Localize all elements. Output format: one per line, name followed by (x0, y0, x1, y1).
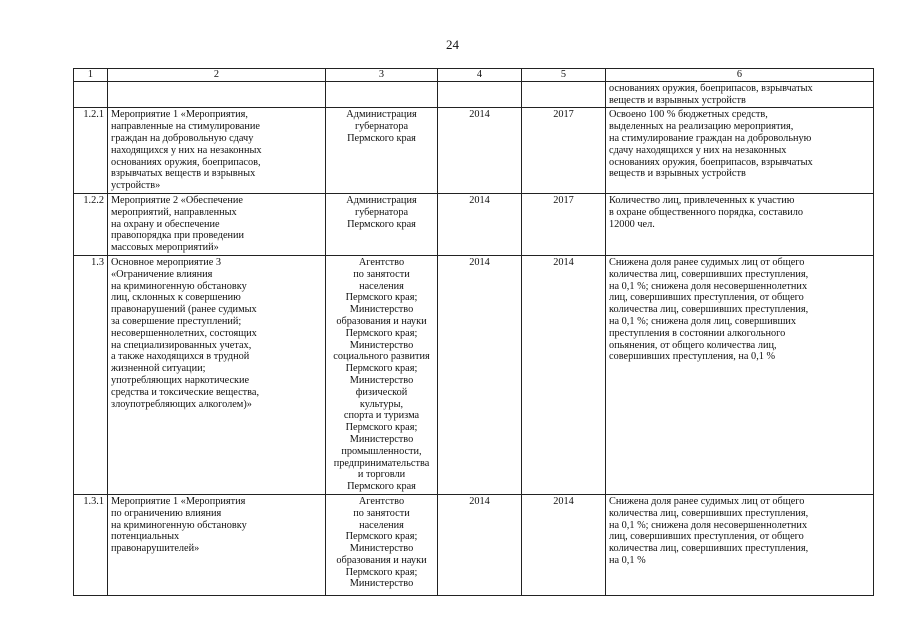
executor-cell (326, 81, 438, 108)
activity-name-cell: Мероприятие 2 «Обеспечение мероприятий, направленных на охрану и обеспечение правопорядка при проведении массовых мероприятий» (108, 193, 326, 255)
expected-result-cell: основаниях оружия, боеприпасов, взрывчатых веществ и взрывных устройств (606, 81, 874, 108)
expected-result-cell: Количество лиц, привлеченных к участию в охране общественного порядка, составило 12000 чел. (606, 193, 874, 255)
page-number: 24 (446, 37, 459, 52)
column-header: 2 (108, 69, 326, 82)
executor-cell: Администрация губернатора Пермского края (326, 108, 438, 194)
executor-cell: Администрация губернатора Пермского края (326, 193, 438, 255)
row-number-cell: 1.3.1 (74, 494, 108, 595)
column-header: 3 (326, 69, 438, 82)
activity-name-cell: Основное мероприятие 3 «Ограничение влияния на криминогенную обстановку лиц, склонных к совершению правонарушений (ранее судимых за совершение преступлений; несовершеннолетних, состоящих на специализированных учетах, а также находящихся в трудной жизненной ситуации; употребляющих наркотические средства и токсические вещества, злоупотребляющих алкоголем)» (108, 255, 326, 494)
table-row (74, 494, 874, 595)
start-year-cell (438, 81, 522, 108)
row-number-cell (74, 81, 108, 108)
start-year-cell: 2014 (438, 108, 522, 194)
row-number-cell: 1.3 (74, 255, 108, 494)
program-table (73, 68, 874, 596)
table-row (74, 193, 874, 255)
start-year-cell: 2014 (438, 494, 522, 595)
executor-cell: Агентство по занятости населения Пермского края; Министерство образования и науки Пермского края; Министерство (326, 494, 438, 595)
expected-result-cell: Освоено 100 % бюджетных средств, выделенных на реализацию мероприятия, на стимулирование граждан на добровольную сдачу находящихся у них на незаконных основаниях оружия, боеприпасов, взрывчатых веществ и взрывных устройств (606, 108, 874, 194)
column-header: 6 (606, 69, 874, 82)
row-number-cell: 1.2.1 (74, 108, 108, 194)
table-row (74, 81, 874, 108)
expected-result-cell: Снижена доля ранее судимых лиц от общего количества лиц, совершивших преступления, на 0,1 %; снижена доля несовершеннолетних лиц, совершивших преступления, от общего количества лиц, совершивших преступления, на 0,1 % (606, 494, 874, 595)
start-year-cell: 2014 (438, 255, 522, 494)
row-number-cell: 1.2.2 (74, 193, 108, 255)
end-year-cell (522, 81, 606, 108)
column-header: 1 (74, 69, 108, 82)
end-year-cell: 2014 (522, 494, 606, 595)
activity-name-cell: Мероприятие 1 «Мероприятия по ограничению влияния на криминогенную обстановку потенциальных правонарушителей» (108, 494, 326, 595)
activity-name-cell (108, 81, 326, 108)
expected-result-cell: Снижена доля ранее судимых лиц от общего количества лиц, совершивших преступления, на 0,1 %; снижена доля несовершеннолетних лиц, совершивших преступления, от общего количества лиц, совершивших преступления, на 0,1 %; снижена доля лиц, совершивших преступления в состоянии алкогольного опьянения, от общего количества лиц, совершивших преступления, на 0,1 % (606, 255, 874, 494)
column-header: 4 (438, 69, 522, 82)
end-year-cell: 2014 (522, 255, 606, 494)
column-header: 5 (522, 69, 606, 82)
start-year-cell: 2014 (438, 193, 522, 255)
end-year-cell: 2017 (522, 108, 606, 194)
table-row (74, 108, 874, 194)
table-row (74, 255, 874, 494)
activity-name-cell: Мероприятие 1 «Мероприятия, направленные на стимулирование граждан на добровольную сдачу находящихся у них на незаконных основаниях оружия, боеприпасов, взрывчатых веществ и взрывных устройств» (108, 108, 326, 194)
table-header-row (74, 69, 874, 82)
end-year-cell: 2017 (522, 193, 606, 255)
executor-cell: Агентство по занятости населения Пермского края; Министерство образования и науки Пермского края; Министерство социального развития Пермского края; Министерство физической культуры, спорта и туризма Пермского края; Министерство промышленности, предпринимательства и торговли Пермского края (326, 255, 438, 494)
